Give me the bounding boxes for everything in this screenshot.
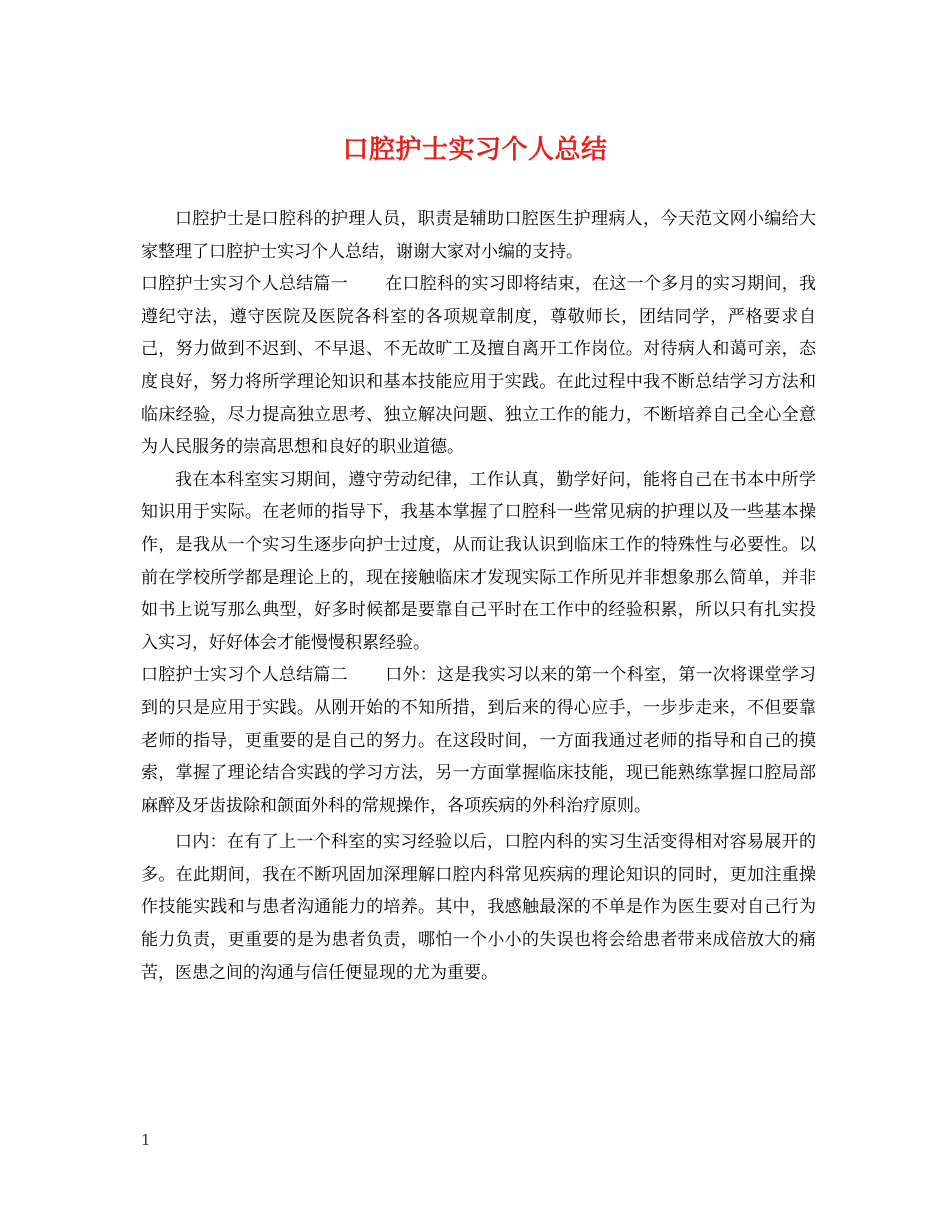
section1-paragraph1: [141, 268, 816, 464]
page-number: 1: [141, 1131, 151, 1149]
section2-paragraph2: 口内：在有了上一个科室的实习经验以后，口腔内科的实习生活变得相对容易展开的多。在此期间，我在不断巩固加深理解口腔内科常见疾病的理论知识的同时，更加注重操作技能实践和与患者沟通能力的培养。其中，我感触最深的不单是作为医生要对自己行为能力负责，更重要的是为患者负责，哪怕一个小小的失误也将会给患者带来成倍放大的痛苦，医患之间的沟通与信任便显现的尤为重要。: [141, 832, 816, 983]
section2-paragraph1-text: 口外：这是我实习以来的第一个科室，第一次将课堂学习到的只是应用于实践。从刚开始的不知所措，到后来的得心应手，一步步走来，不但要靠老师的指导，更重要的是自己的努力。在这段时间，一方面我通过老师的指导和自己的摸索，掌握了理论结合实践的学习方法，另一方面掌握临床技能，现已能熟练掌握口腔局部麻醉及牙齿拔除和颌面外科的常规操作，各项疾病的外科治疗原则。: [141, 665, 817, 816]
section1-paragraph1-text: 在口腔科的实习即将结束，在这一个多月的实习期间，我遵纪守法，遵守医院及医院各科室的各项规章制度，尊敬师长，团结同学，严格要求自己，努力做到不迟到、不早退、不无故旷工及擅自离开工作岗位。对待病人和蔼可亲，态度良好，努力将所学理论知识和基本技能应用于实践。在此过程中我不断总结学习方法和临床经验，尽力提高独立思考、独立解决问题、独立工作的能力，不断培养自己全心全意为人民服务的崇高思想和良好的职业道德。: [141, 274, 817, 458]
section2-paragraph1: [141, 659, 816, 822]
intro-paragraph: 口腔护士是口腔科的护理人员，职责是辅助口腔医生护理病人，今天范文网小编给大家整理了口腔护士实习个人总结，谢谢大家对小编的支持。: [141, 209, 816, 262]
section1-heading: 口腔护士实习个人总结篇一: [141, 274, 348, 295]
section1-paragraph2: 我在本科室实习期间，遵守劳动纪律，工作认真，勤学好问，能将自己在书本中所学知识用于实际。在老师的指导下，我基本掌握了口腔科一些常见病的护理以及一些基本操作，是我从一个实习生逐步向护士过度，从而让我认识到临床工作的特殊性与必要性。以前在学校所学都是理论上的，现在接触临床才发现实际工作所见并非想象那么简单，并非如书上说写那么典型，好多时候都是要靠自己平时在工作中的经验积累，所以只有扎实投入实习，好好体会才能慢慢积累经验。: [141, 469, 816, 653]
document-title: 口腔护士实习个人总结: [342, 135, 608, 165]
section2-heading: 口腔护士实习个人总结篇二: [141, 665, 348, 686]
document-body: [141, 203, 816, 989]
